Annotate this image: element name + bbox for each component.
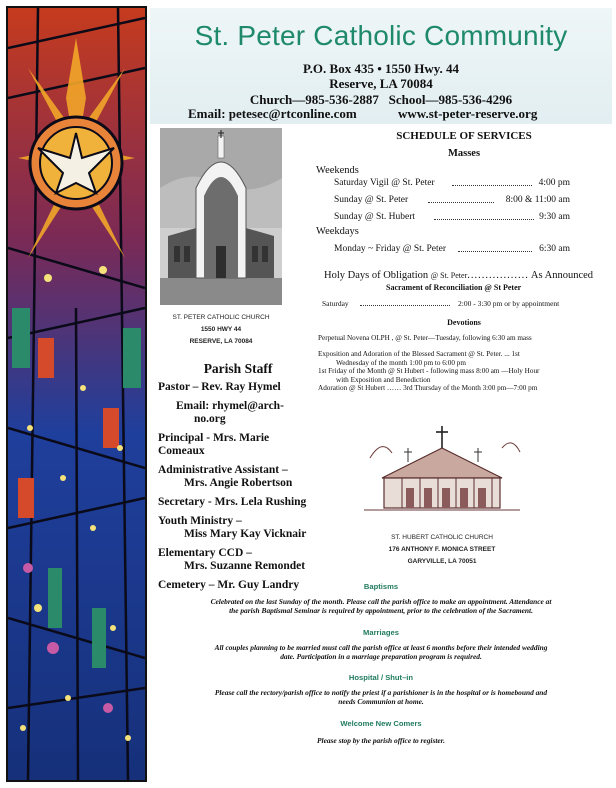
staff-principal: Principal - Mrs. Marie Comeaux bbox=[158, 432, 270, 457]
contact-row bbox=[188, 106, 598, 122]
st-peter-caption-city: RESERVE, LA 70084 bbox=[189, 338, 253, 345]
newcomers-heading: Welcome New Comers bbox=[340, 719, 422, 728]
st-hubert-caption-city: GARYVILLE, LA 70051 bbox=[407, 558, 477, 565]
reconciliation-row bbox=[322, 299, 610, 308]
website-link[interactable]: www.st-peter-reserve.org bbox=[398, 106, 538, 121]
baptisms-heading: Baptisms bbox=[363, 582, 399, 591]
st-hubert-caption-name: ST. HUBERT CATHOLIC CHURCH bbox=[391, 534, 493, 541]
devotion-first-friday bbox=[318, 367, 539, 384]
newcomers-text: Please stop by the parish office to register. bbox=[317, 736, 445, 745]
reconciliation-time: 2:00 - 3:30 pm or by appointment bbox=[458, 299, 560, 308]
staff-pastor-email-line2: no.org bbox=[194, 413, 226, 425]
st-peter-caption bbox=[150, 312, 292, 348]
st-peter-caption-name: ST. PETER CATHOLIC CHURCH bbox=[172, 314, 270, 321]
staff-pastor: Pastor – Rev. Ray Hymel bbox=[158, 381, 281, 393]
staff-cemetery: Cemetery – Mr. Guy Landry bbox=[158, 579, 300, 591]
staff-youth bbox=[158, 515, 318, 541]
mass-label: Sunday @ St. Hubert bbox=[334, 212, 416, 222]
masses-heading: Masses bbox=[447, 148, 481, 159]
mass-time: 9:30 am bbox=[539, 212, 570, 222]
staff-ccd-name: Mrs. Suzanne Remondet bbox=[184, 560, 306, 572]
newcomers-section bbox=[150, 719, 612, 745]
marriages-text-1: All couples planning to be married must call the parish office at least 6 months before their intended wedding bbox=[214, 643, 548, 652]
mass-label: Sunday @ St. Peter bbox=[334, 195, 409, 205]
staff-pastor-email-line1: Email: rhymel@arch- bbox=[176, 400, 284, 412]
phone-numbers: Church—985-536-2887 School—985-536-4296 bbox=[249, 92, 513, 107]
holy-days-value: As Announced bbox=[530, 270, 594, 281]
mass-label: Saturday Vigil @ St. Peter bbox=[334, 178, 435, 188]
staff-youth-role: Youth Ministry – bbox=[158, 515, 242, 527]
baptisms-text-2: the parish Baptismal Seminar is required by appointment, prior to the celebration of the Sacrament. bbox=[229, 606, 533, 615]
parish-staff-heading: Parish Staff bbox=[203, 361, 273, 376]
mass-time: 6:30 am bbox=[539, 244, 570, 254]
baptisms-text-1: Celebrated on the last Sunday of the month. Please call the parish office to make an appointment. Attendance at bbox=[210, 597, 552, 606]
holy-days-place: @ St. Peter bbox=[430, 271, 468, 280]
devotion-adoration-st-hubert: Adoration @ St Hubert …… 3rd Thursday of the Month 3:00 pm—7:00 pm bbox=[318, 384, 538, 392]
address-line-1: P.O. Box 435 • 1550 Hwy. 44 bbox=[302, 61, 460, 76]
weekends-label: Weekends bbox=[316, 165, 359, 176]
marriages-section bbox=[150, 628, 612, 661]
staff-ccd bbox=[158, 547, 318, 573]
community-title: St. Peter Catholic Community bbox=[194, 20, 568, 51]
st-peter-church-photo bbox=[160, 128, 282, 305]
holy-days-row: Holy Days of Obligation @ St. Peter................. As Announced bbox=[324, 270, 594, 281]
st-hubert-caption-street: 176 ANTHONY F. MONICA STREET bbox=[388, 546, 496, 553]
mass-label: Monday ~ Friday @ St. Peter bbox=[334, 244, 447, 254]
staff-admin-name: Mrs. Angie Robertson bbox=[184, 477, 293, 489]
staff-admin-role: Administrative Assistant – bbox=[158, 464, 288, 476]
parish-staff bbox=[158, 362, 318, 598]
st-hubert-church-sketch bbox=[362, 418, 522, 516]
staff-ccd-role: Elementary CCD – bbox=[158, 547, 252, 559]
address-line-2: Reserve, LA 70084 bbox=[329, 76, 433, 91]
schedule-title: SCHEDULE OF SERVICES bbox=[396, 130, 532, 142]
reconciliation-heading: Sacrament of Reconciliation @ St Peter bbox=[386, 283, 522, 292]
reconciliation-day: Saturday bbox=[322, 299, 349, 308]
st-peter-caption-street: 1550 HWY 44 bbox=[200, 326, 242, 333]
devotion-line: 1st Friday of the Month @ St Hubert - following mass 8:00 am —Holy Hour bbox=[318, 367, 540, 375]
mass-time: 8:00 & 11:00 am bbox=[505, 195, 570, 205]
mass-time: 4:00 pm bbox=[538, 178, 570, 188]
holy-days-label: Holy Days of Obligation bbox=[324, 270, 429, 281]
hospital-text-2: needs Communion at home. bbox=[338, 697, 424, 706]
staff-pastor-email[interactable] bbox=[158, 400, 318, 426]
staff-secretary: Secretary - Mrs. Lela Rushing bbox=[158, 496, 307, 508]
staff-admin bbox=[158, 464, 318, 490]
baptisms-section bbox=[150, 582, 612, 615]
marriages-heading: Marriages bbox=[363, 628, 399, 637]
hospital-heading: Hospital / Shut–in bbox=[348, 673, 414, 682]
staff-youth-name: Miss Mary Kay Vicknair bbox=[184, 528, 307, 540]
marriages-text-2: date. Participation in a marriage preparation program is required. bbox=[280, 652, 482, 661]
devotion-novena: Perpetual Novena OLPH , @ St. Peter—Tuesday, following 6:30 am mass bbox=[318, 334, 532, 342]
devotion-adoration-st-peter bbox=[318, 350, 520, 367]
devotion-line: with Exposition and Benediction bbox=[336, 375, 431, 384]
hospital-text-1: Please call the rectory/parish office to notify the priest if a parishioner is in the hospital or is homebound and bbox=[214, 688, 548, 697]
email-link[interactable]: Email: petesec@rtconline.com bbox=[188, 106, 357, 121]
weekdays-label: Weekdays bbox=[316, 226, 359, 237]
stained-glass-image bbox=[6, 6, 147, 782]
header-banner bbox=[150, 8, 612, 124]
devotions-heading: Devotions bbox=[447, 318, 481, 327]
devotion-line: Wednesday of the month 1:00 pm to 6:00 pm bbox=[336, 358, 466, 367]
devotion-line: Exposition and Adoration of the Blessed Sacrament @ St. Peter. ... 1st bbox=[318, 350, 520, 358]
hospital-section bbox=[150, 673, 612, 706]
st-hubert-caption bbox=[362, 532, 522, 568]
